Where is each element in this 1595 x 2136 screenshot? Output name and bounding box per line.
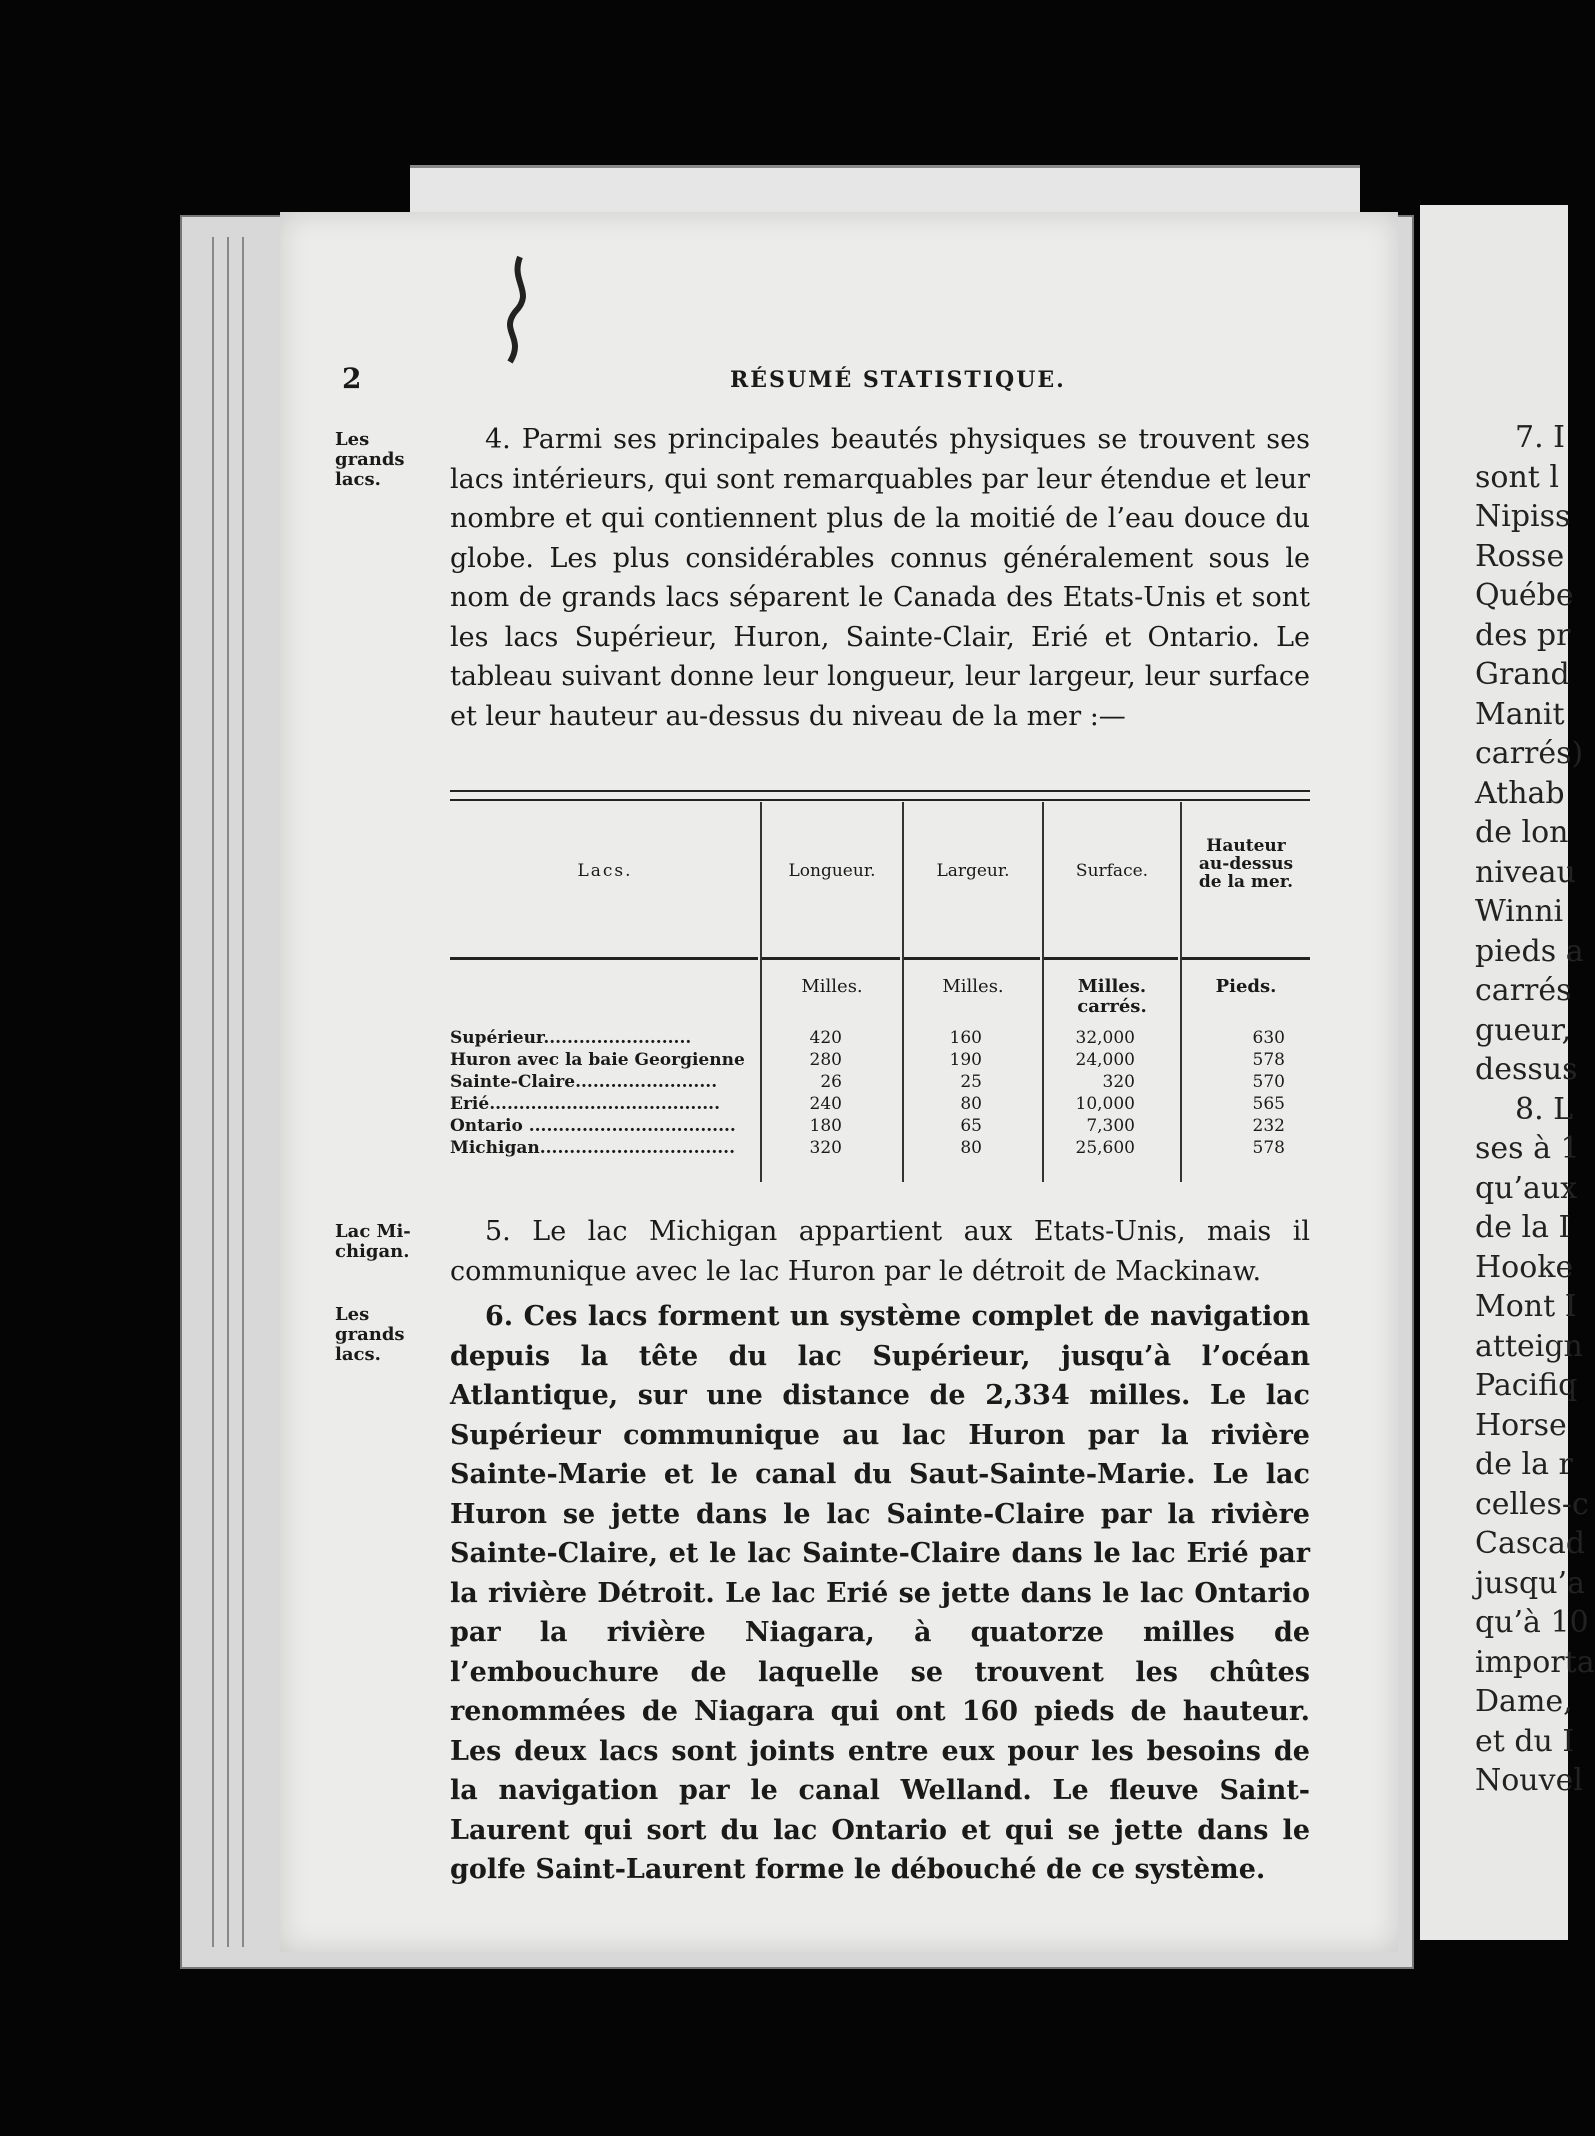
facing-page-line: des pr xyxy=(1475,617,1571,653)
facing-page-line: Horse xyxy=(1475,1407,1567,1443)
table-cell-surface: 7,300 xyxy=(1086,1116,1135,1136)
paragraph-6: 6. Ces lacs forment un système complet de navigation depuis la tête du lac Supérieur, jusqu’à l’océan Atlantique, sur une distance de 2,334 milles. Le lac Supérieur communique au lac Huron par la rivière Sainte-Marie et le canal du Saut-Sainte-Marie. Le lac Huron se jette dans le lac Sainte-Claire par la rivière Sainte-Claire, et le lac Sainte-Claire dans le lac Erié par la rivière Détroit. Le lac Erié se jette dans le lac Ontario par la rivière Niagara, à quatorze milles de l’embouchure de laquelle se trouvent les chûtes renommées de Niagara qui ont 160 pieds de hauteur. Les deux lacs sont joints entre eux pour les besoins de la navigation par le canal Welland. Le fleuve Saint-Laurent qui sort du lac Ontario et qui se jette dans le golfe Saint-Laurent forme le débouché de ce système. xyxy=(450,1301,1310,1885)
facing-page-line: importa xyxy=(1475,1644,1595,1680)
facing-page-line: qu’à 10 xyxy=(1475,1605,1589,1640)
facing-page-line: carrés) xyxy=(1475,736,1584,771)
table-cell-largeur: 65 xyxy=(960,1116,982,1136)
facing-page-line: Winni xyxy=(1475,894,1564,929)
book-page xyxy=(280,212,1398,1952)
table-cell-longueur: 26 xyxy=(820,1072,842,1092)
table-row-lake-name: Ontario ................................... xyxy=(450,1116,736,1136)
table-cell-longueur: 240 xyxy=(809,1094,842,1114)
facing-page-line: Mont I xyxy=(1475,1289,1577,1324)
facing-page-line: Pacifiq xyxy=(1475,1368,1578,1403)
facing-page-line: et du I xyxy=(1475,1723,1575,1759)
unit-surface: Milles. carrés. xyxy=(1077,976,1147,1017)
header-longueur: Longueur. xyxy=(788,861,876,881)
page-edge xyxy=(242,237,244,1947)
facing-page-line: 8. L xyxy=(1515,1091,1574,1127)
facing-page-line: 7. I xyxy=(1515,420,1566,455)
unit-largeur: Milles. xyxy=(942,976,1004,997)
page-edge xyxy=(227,237,229,1947)
unit-hauteur: Pieds. xyxy=(1215,976,1277,997)
page-edge xyxy=(212,237,214,1947)
facing-page-line: qu’aux xyxy=(1475,1170,1578,1206)
facing-page-line: Cascad xyxy=(1475,1526,1586,1561)
facing-page-line: de la r xyxy=(1475,1447,1573,1482)
running-head: RÉSUMÉ STATISTIQUE. xyxy=(730,367,1066,393)
facing-page-line: Grand xyxy=(1475,657,1570,692)
facing-page-line: jusqu’a xyxy=(1475,1565,1585,1601)
facing-page-line: de la I xyxy=(1475,1210,1571,1245)
facing-page-line: gueur, xyxy=(1475,1012,1572,1048)
paragraph-4: 4. Parmi ses principales beautés physiques se trouvent ses lacs intérieurs, qui sont remarquables par leur étendue et leur nombre et qui contiennent plus de la moitié de l’eau douce du globe. Les plus considérables connus généralement sous le nom de grands lacs séparent le Canada des Etats-Unis et sont les lacs Supérieur, Huron, Sainte-Clair, Erié et Ontario. Le tableau suivant donne leur longueur, leur largeur, leur surface et leur hauteur au-dessus du niveau de la mer :— xyxy=(450,424,1310,732)
header-rule xyxy=(762,957,900,960)
table-cell-largeur: 25 xyxy=(960,1072,982,1092)
table-cell-hauteur: 578 xyxy=(1252,1138,1285,1158)
table-cell-hauteur: 565 xyxy=(1252,1094,1285,1114)
table-cell-surface: 32,000 xyxy=(1075,1028,1135,1048)
facing-page-line: dessus xyxy=(1475,1052,1578,1087)
ink-blot-mark xyxy=(490,252,550,372)
lakes-table xyxy=(450,802,1310,1192)
table-cell-longueur: 320 xyxy=(809,1138,842,1158)
header-surface: Surface. xyxy=(1075,861,1149,881)
facing-page-line: Manit xyxy=(1475,696,1565,732)
facing-page-line: Québe xyxy=(1475,578,1574,613)
table-row-lake-name: Sainte-Claire........................ xyxy=(450,1072,718,1092)
facing-page-line: Rosse xyxy=(1475,538,1565,574)
paragraph-5: 5. Le lac Michigan appartient aux Etats-Unis, mais il communique avec le lac Huron par le détroit de Mackinaw. xyxy=(450,1216,1310,1287)
table-row-lake-name: Huron avec la baie Georgienne xyxy=(450,1050,745,1070)
table-cell-hauteur: 232 xyxy=(1252,1116,1285,1136)
table-cell-surface: 10,000 xyxy=(1075,1094,1135,1114)
table-row-lake-name: Erié....................................... xyxy=(450,1094,721,1114)
facing-page xyxy=(1420,205,1595,1940)
table-cell-longueur: 280 xyxy=(809,1050,842,1070)
facing-page-line: pieds a xyxy=(1475,933,1584,969)
table-top-rule xyxy=(450,790,1310,801)
table-cell-hauteur: 570 xyxy=(1252,1072,1285,1092)
table-row-lake-name: Supérieur......................... xyxy=(450,1028,692,1048)
facing-page-line: atteign xyxy=(1475,1328,1583,1364)
header-lacs: Lacs. xyxy=(577,861,633,881)
table-row-lake-name: Michigan................................. xyxy=(450,1138,736,1158)
table-cell-hauteur: 630 xyxy=(1252,1028,1285,1048)
table-cell-largeur: 80 xyxy=(960,1138,982,1158)
page-number: 2 xyxy=(342,362,362,395)
table-cell-surface: 24,000 xyxy=(1075,1050,1135,1070)
header-hauteur: Hauteur au-dessus de la mer. xyxy=(1198,836,1294,892)
table-cell-largeur: 190 xyxy=(949,1050,982,1070)
table-cell-surface: 320 xyxy=(1102,1072,1135,1092)
table-cell-hauteur: 578 xyxy=(1252,1050,1285,1070)
facing-page-line: celles-c xyxy=(1475,1486,1589,1522)
margin-note-grands-lacs: Les grands lacs. xyxy=(335,429,405,490)
facing-page-line: de lon xyxy=(1475,815,1569,850)
table-cell-longueur: 420 xyxy=(809,1028,842,1048)
header-rule xyxy=(904,957,1040,960)
facing-page-line: ses à 1 xyxy=(1475,1131,1580,1166)
facing-page-line: Nipiss xyxy=(1475,499,1571,534)
margin-note-grands-lacs-2: Les grands lacs. xyxy=(335,1304,405,1365)
facing-page-line: Athab xyxy=(1475,775,1565,811)
facing-page-line: Nouvel xyxy=(1475,1763,1583,1798)
header-rule xyxy=(450,957,758,960)
table-cell-surface: 25,600 xyxy=(1075,1138,1135,1158)
facing-page-line: Hooke xyxy=(1475,1249,1574,1285)
table-cell-largeur: 80 xyxy=(960,1094,982,1114)
facing-page-line: Dame, xyxy=(1475,1684,1573,1719)
header-rule xyxy=(1044,957,1178,960)
facing-page-line: niveau xyxy=(1475,854,1576,890)
header-largeur: Largeur. xyxy=(936,861,1010,881)
facing-page-line: sont l xyxy=(1475,459,1559,495)
header-rule xyxy=(1182,957,1310,960)
margin-note-lac-michigan: Lac Mi- chigan. xyxy=(335,1221,411,1262)
facing-page-line: carrés xyxy=(1475,973,1572,1008)
table-cell-largeur: 160 xyxy=(949,1028,982,1048)
table-cell-longueur: 180 xyxy=(809,1116,842,1136)
unit-longueur: Milles. xyxy=(801,976,863,997)
